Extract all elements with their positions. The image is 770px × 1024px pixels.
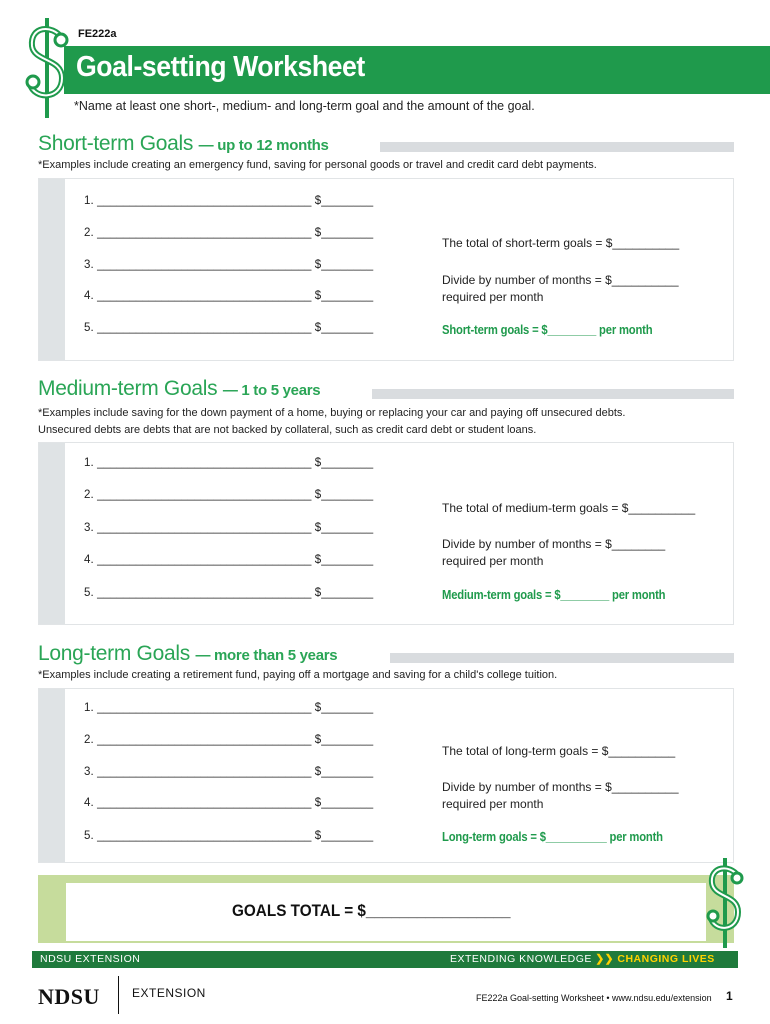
- ndsu-logo: NDSU: [38, 984, 100, 1009]
- medium-term-range: — 1 to 5 years: [222, 382, 321, 399]
- short-total-field[interactable]: The total of short-term goals = $__________: [442, 236, 680, 250]
- medium-goal-line-2[interactable]: 2. _________________________________ $________: [84, 489, 374, 501]
- extension-label: EXTENSION: [132, 986, 206, 1000]
- medium-term-heading: [38, 377, 320, 401]
- short-term-heading: [38, 132, 329, 156]
- page-number: 1: [726, 989, 733, 1003]
- medium-term-title: Medium-term Goals: [38, 377, 218, 400]
- medium-result-field[interactable]: Medium-term goals = $________ per month: [442, 588, 666, 602]
- short-goal-line-3[interactable]: 3. _________________________________ $________: [84, 259, 374, 271]
- short-goal-line-5[interactable]: 5. _________________________________ $________: [84, 322, 374, 334]
- logo-divider: [118, 976, 119, 1014]
- medium-divide-field[interactable]: Divide by number of months = $________: [442, 537, 666, 551]
- medium-goal-line-1[interactable]: 1. _________________________________ $________: [84, 457, 374, 469]
- short-divide-field[interactable]: Divide by number of months = $__________: [442, 273, 679, 287]
- panel-stripe: [39, 179, 65, 360]
- long-goal-line-4[interactable]: 4. _________________________________ $________: [84, 797, 374, 809]
- medium-total-field[interactable]: The total of medium-term goals = $__________: [442, 501, 696, 515]
- dollar-sign-icon: [22, 18, 74, 118]
- tagline-part-b: CHANGING LIVES: [617, 953, 715, 965]
- long-required-label: required per month: [442, 797, 544, 811]
- long-result-field[interactable]: Long-term goals = $__________ per month: [442, 830, 663, 844]
- long-goal-line-3[interactable]: 3. _________________________________ $________: [84, 766, 374, 778]
- section-rule: [380, 142, 734, 152]
- footer-tagline: [450, 953, 715, 965]
- page-title: Goal-setting Worksheet: [76, 51, 365, 83]
- long-goal-line-1[interactable]: 1. _________________________________ $________: [84, 702, 374, 714]
- long-goal-line-5[interactable]: 5. _________________________________ $________: [84, 830, 374, 842]
- long-term-title: Long-term Goals: [38, 642, 190, 665]
- short-term-example: *Examples include creating an emergency fund, saving for personal goods or travel and credit card debt payments.: [38, 159, 597, 171]
- footer-brand: NDSU EXTENSION: [40, 953, 141, 965]
- dollar-sign-icon: [704, 858, 748, 948]
- long-total-field[interactable]: The total of long-term goals = $__________: [442, 744, 676, 758]
- long-term-heading: [38, 642, 337, 666]
- short-result-field[interactable]: Short-term goals = $________ per month: [442, 323, 653, 337]
- short-goal-line-1[interactable]: 1. _________________________________ $________: [84, 195, 374, 207]
- short-goal-line-2[interactable]: 2. _________________________________ $________: [84, 227, 374, 239]
- chevron-right-icon: ❯❯: [595, 953, 614, 965]
- panel-stripe: [39, 689, 65, 862]
- panel-stripe: [39, 443, 65, 624]
- medium-goal-line-3[interactable]: 3. _________________________________ $________: [84, 522, 374, 534]
- long-divide-field[interactable]: Divide by number of months = $__________: [442, 780, 679, 794]
- long-goal-line-2[interactable]: 2. _________________________________ $________: [84, 734, 374, 746]
- medium-goal-line-5[interactable]: 5. _________________________________ $________: [84, 587, 374, 599]
- section-rule: [390, 653, 734, 663]
- document-code: FE222a: [78, 28, 117, 40]
- short-required-label: required per month: [442, 290, 544, 304]
- medium-required-label: required per month: [442, 554, 544, 568]
- long-term-example: *Examples include creating a retirement fund, paying off a mortgage and saving for a child's college tuition.: [38, 669, 558, 681]
- footer-footnote: FE222a Goal-setting Worksheet • www.ndsu.edu/extension: [476, 993, 712, 1003]
- section-rule: [372, 389, 734, 399]
- medium-term-example-2: Unsecured debts are debts that are not backed by collateral, such as credit card debt or student loans.: [38, 424, 537, 436]
- long-term-range: — more than 5 years: [195, 647, 338, 664]
- short-goal-line-4[interactable]: 4. _________________________________ $________: [84, 290, 374, 302]
- short-term-range: — up to 12 months: [198, 137, 329, 154]
- medium-term-example-1: *Examples include saving for the down payment of a home, buying or replacing your car and paying off unsecured debts.: [38, 407, 626, 419]
- medium-goal-line-4[interactable]: 4. _________________________________ $________: [84, 554, 374, 566]
- tagline-part-a: EXTENDING KNOWLEDGE: [450, 953, 592, 965]
- goals-total-field[interactable]: GOALS TOTAL = $_________________: [232, 901, 511, 920]
- short-term-title: Short-term Goals: [38, 132, 194, 155]
- page-subtitle: *Name at least one short-, medium- and long-term goal and the amount of the goal.: [74, 99, 535, 113]
